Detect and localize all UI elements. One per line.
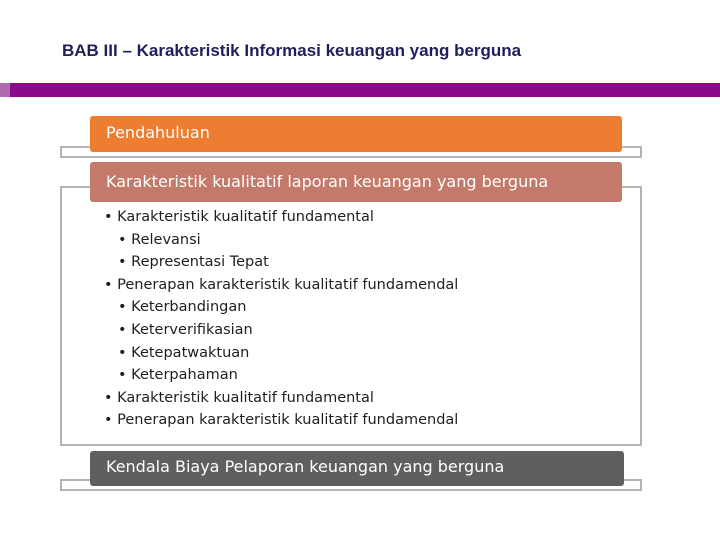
accent-bar-tick (0, 83, 10, 97)
bullet-item: • Penerapan karakteristik kualitatif fundamendal (104, 412, 459, 429)
bullet-item: • Karakteristik kualitatif fundamental (104, 389, 374, 406)
bullet-list (104, 206, 624, 432)
bullet-item: • Representasi Tepat (118, 254, 269, 271)
section-karakteristik (90, 162, 622, 202)
bullet-item: • Keterpahaman (118, 367, 238, 384)
section-kendala-label: Kendala Biaya Pelaporan keuangan yang berguna (106, 457, 505, 476)
section-intro-label: Pendahuluan (106, 123, 210, 142)
bullet-item: • Keterbandingan (118, 299, 247, 316)
bullet-item: • Karakteristik kualitatif fundamental (104, 209, 374, 225)
bullet-item: • Penerapan karakteristik kualitatif fundamendal (104, 276, 459, 293)
bullet-item: • Keterverifikasian (118, 321, 253, 338)
section-kendala (90, 451, 624, 486)
section-intro (90, 116, 622, 152)
bullet-item: • Ketepatwaktuan (118, 344, 250, 361)
bullet-item: • Relevansi (118, 231, 201, 248)
accent-bar (0, 83, 720, 97)
page-title: BAB III – Karakteristik Informasi keuangan yang berguna (62, 41, 522, 60)
section-karakteristik-label: Karakteristik kualitatif laporan keuangan yang berguna (106, 172, 549, 191)
